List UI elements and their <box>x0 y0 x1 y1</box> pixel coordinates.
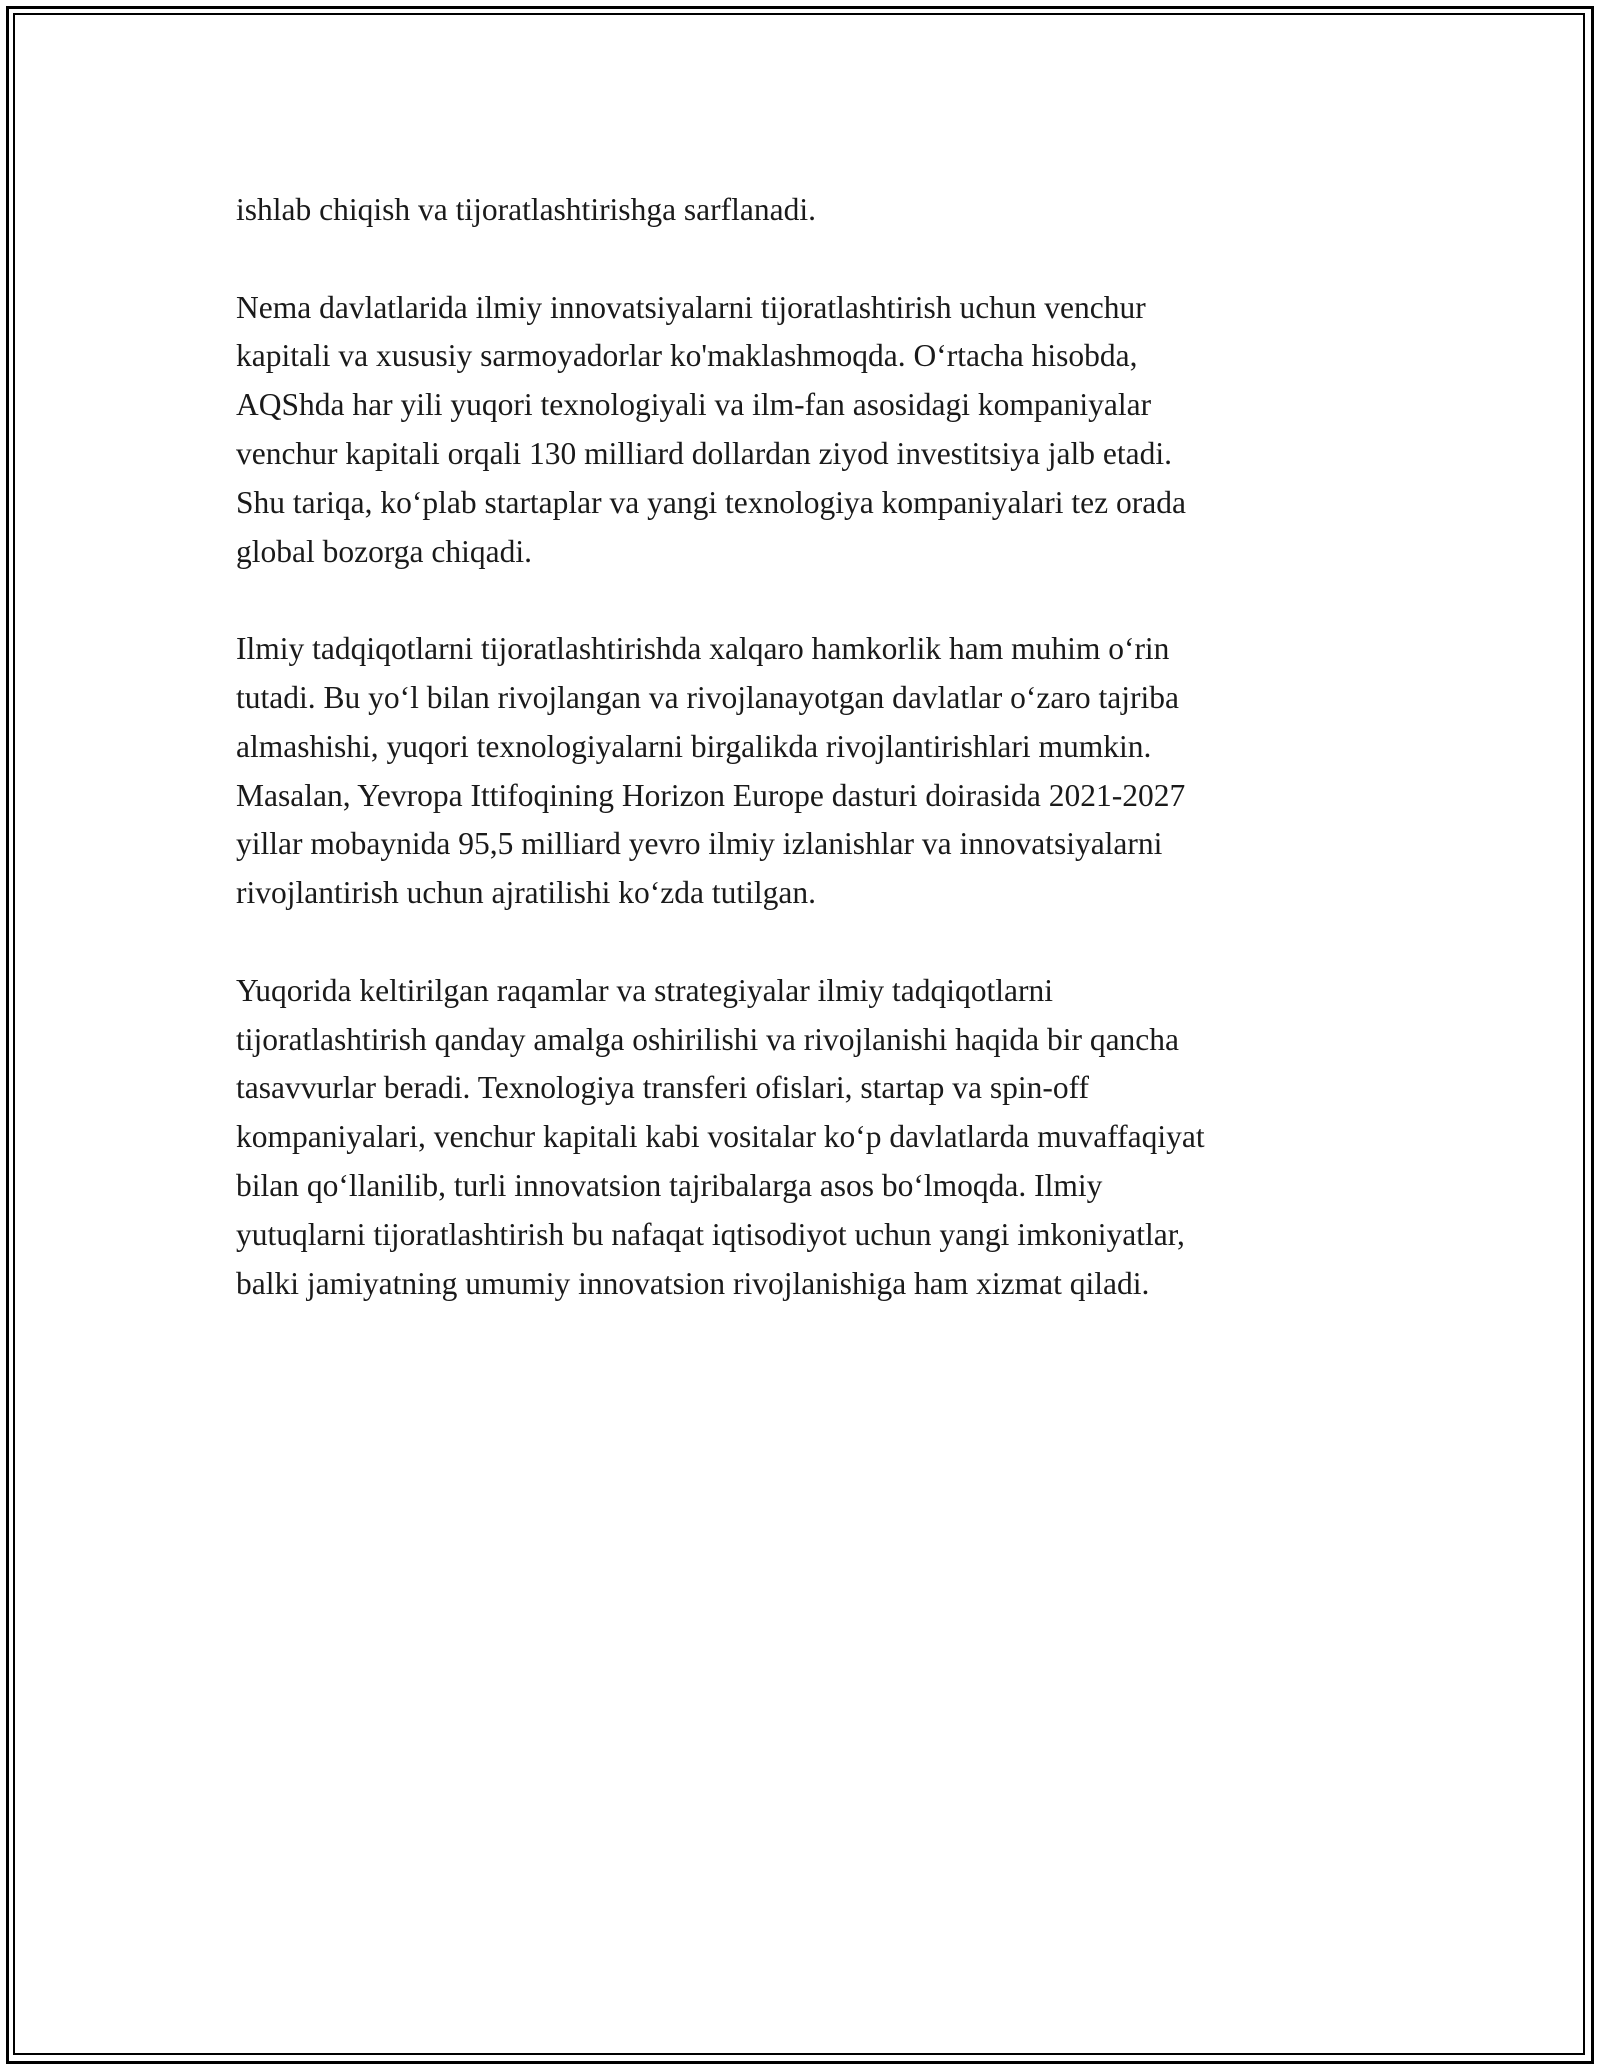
paragraph-conclusion: Yuqorida keltirilgan raqamlar va strategiyalar ilmiy tadqiqotlarni tijoratlashtirish qanday amalga oshirilishi va rivojlanishi haqida bir qancha tasavvurlar beradi. Texnologiya transferi ofislari, startap va spin-off kompaniyalari, venchur kapitali kabi vositalar ko‘p davlatlarda muvaffaqiyat bilan qo‘llanilib, turli innovatsion tajribalarga asos bo‘lmoqda. Ilmiy yutuqlarni tijoratlashtirish bu nafaqat iqtisodiyot uchun yangi imkoniyatlar, balki jamiyatning umumiy innovatsion rivojlanishiga ham xizmat qiladi. <box>236 972 1205 1301</box>
paragraph-venture-capital: Nema davlatlarida ilmiy innovatsiyalarni tijoratlashtirish uchun venchur kapitali va xususiy sarmoyadorlar ko'maklashmoqda. O‘rtacha hisobda, AQShda har yili yuqori texnologiyali va ilm-fan asosidagi kompaniyalar venchur kapitali orqali 130 milliard dollardan ziyod investitsiya jalb etadi. Shu tariqa, ko‘plab startaplar va yangi texnologiya kompaniyalari tez orada global bozorga chiqadi. <box>236 289 1186 569</box>
paragraph-international-cooperation: Ilmiy tadqiqotlarni tijoratlashtirishda xalqaro hamkorlik ham muhim o‘rin tutadi. Bu yo‘l bilan rivojlangan va rivojlanayotgan davlatlar o‘zaro tajriba almashishi, yuqori texnologiyalarni birgalikda rivojlantirishlari mumkin. Masalan, Yevropa Ittifoqining Horizon Europe dasturi doirasida 2021-2027 yillar mobaynida 95,5 milliard yevro ilmiy izlanishlar va innovatsiyalarni rivojlantirish uchun ajratilishi ko‘zda tutilgan. <box>236 631 1186 911</box>
paragraph-continuation: ishlab chiqish va tijoratlashtirishga sarflanadi. <box>236 192 816 227</box>
document-body <box>236 186 1366 1308</box>
